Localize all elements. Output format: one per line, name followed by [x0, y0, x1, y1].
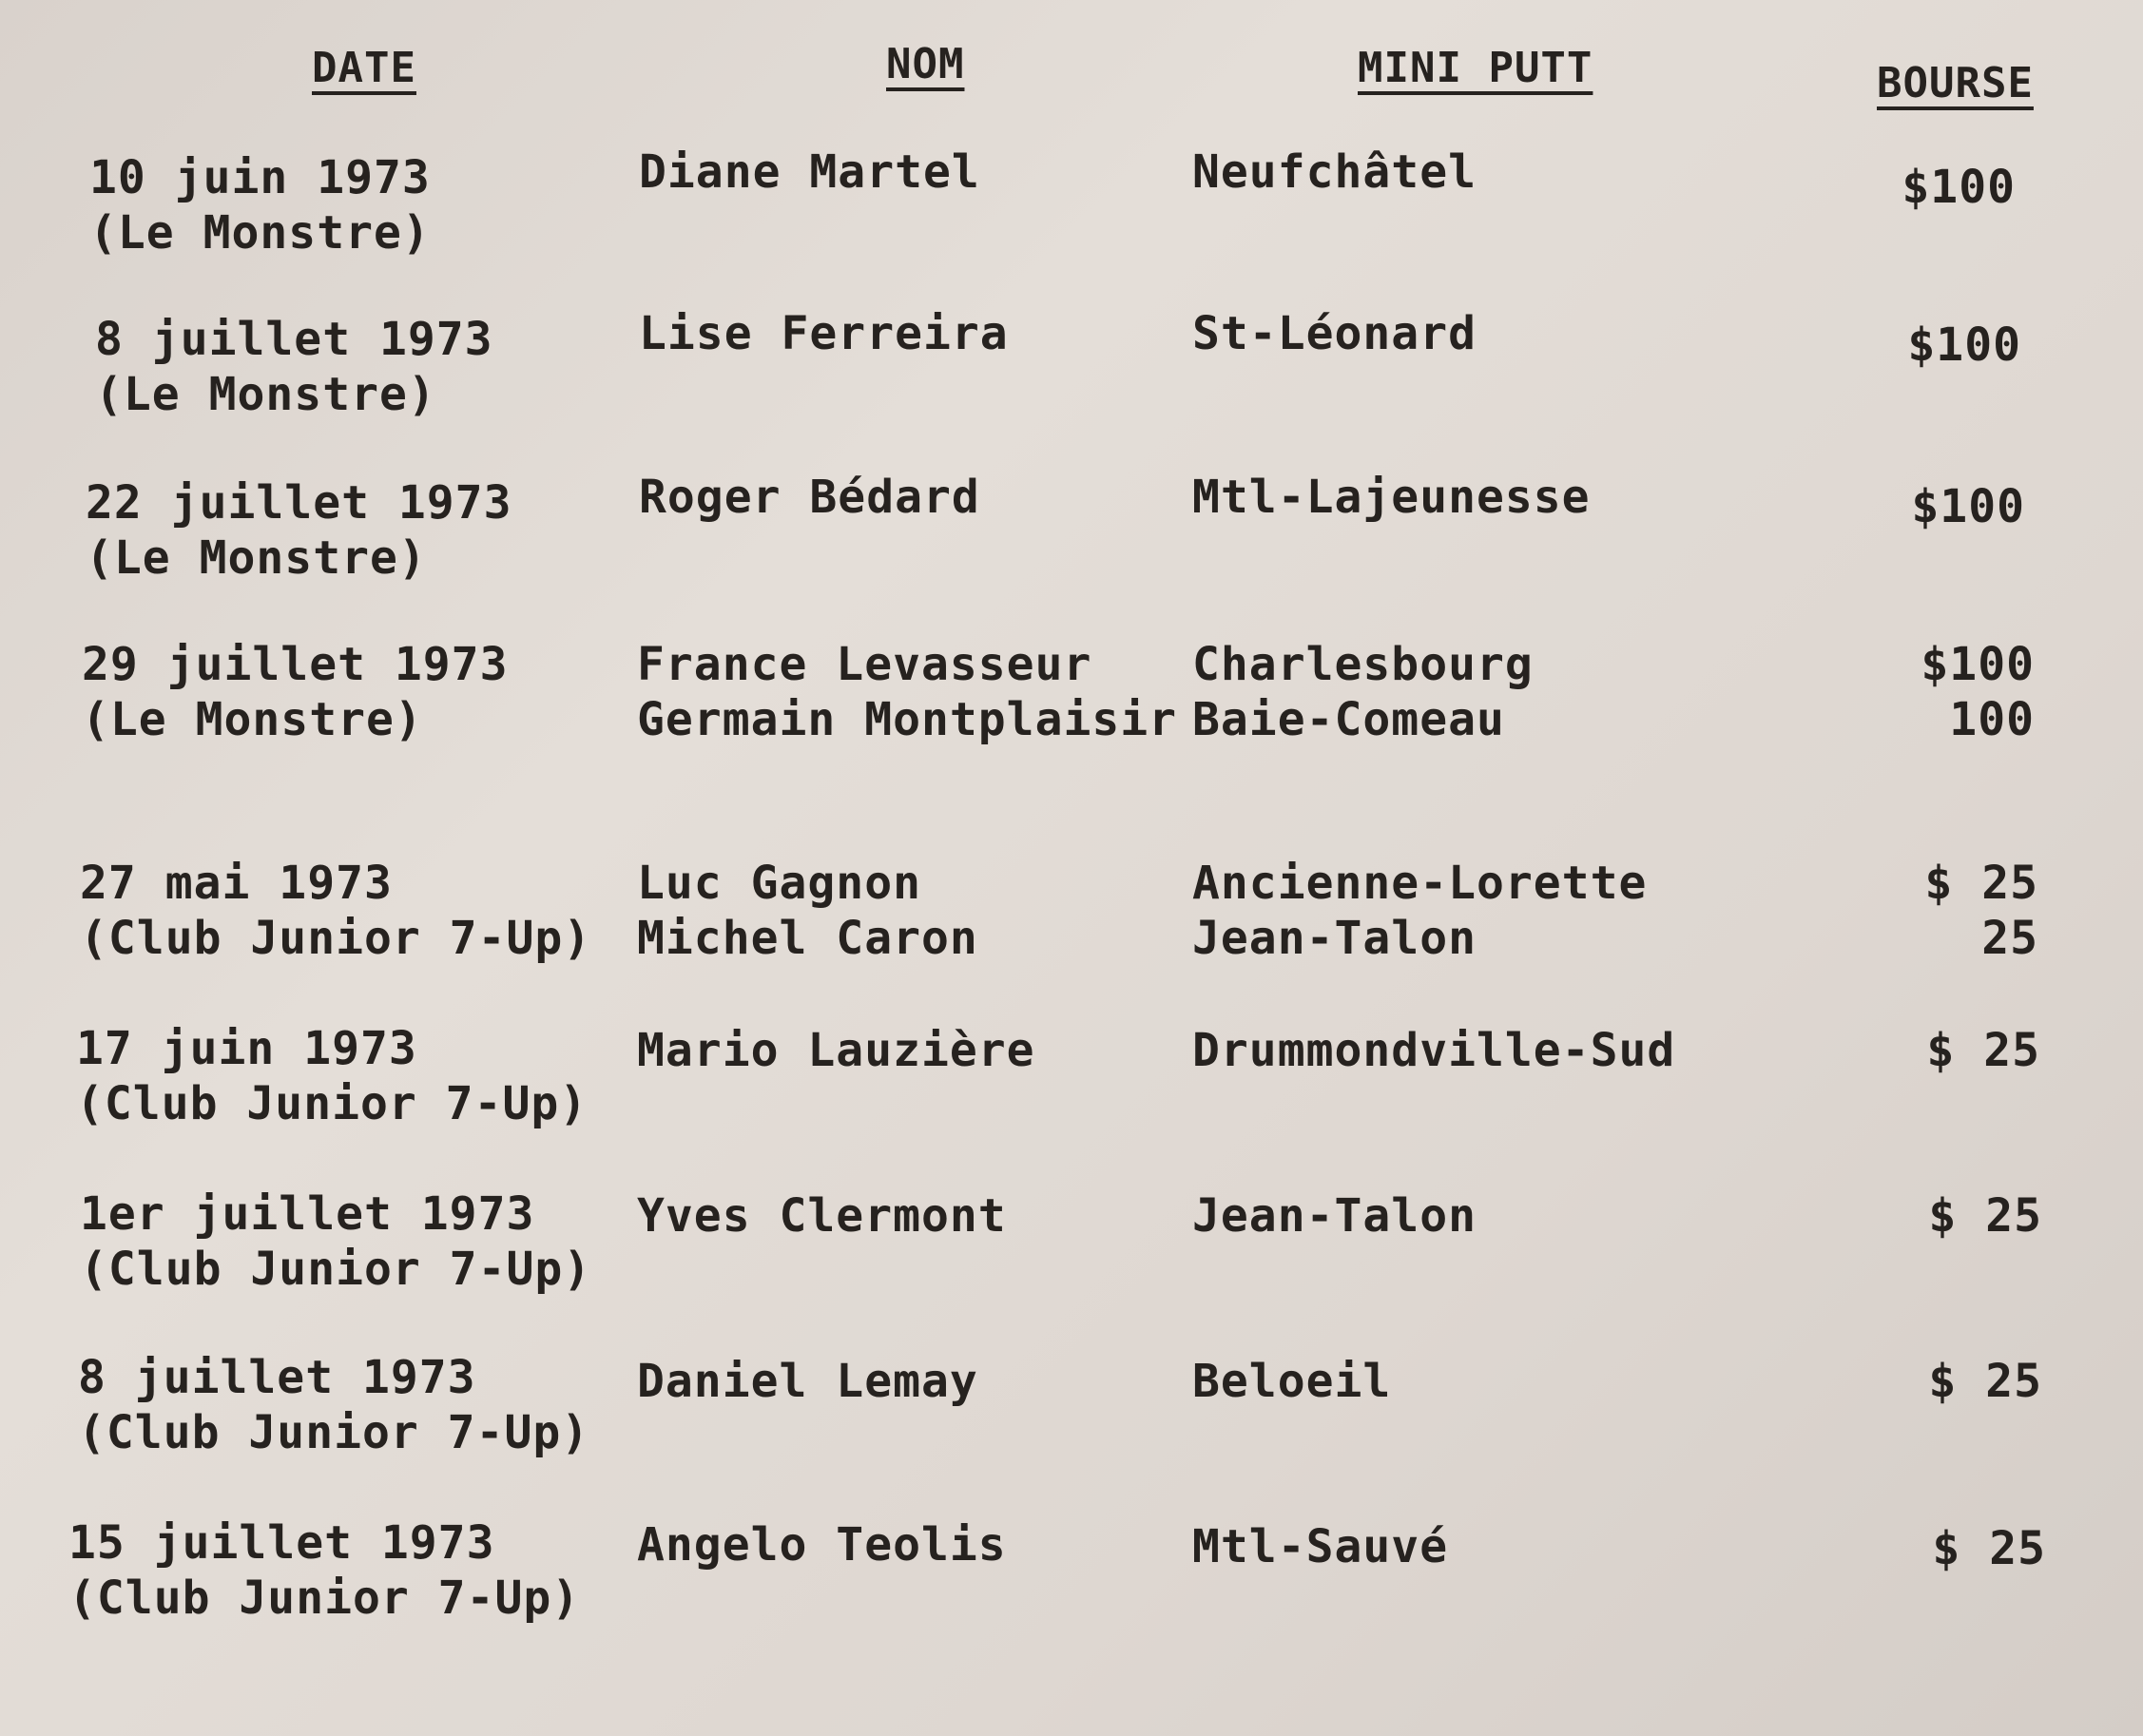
row-place: Jean-Talon: [1192, 1189, 1477, 1243]
table-row-name: [637, 1023, 1035, 1078]
row-date: 8 juillet 1973: [78, 1351, 476, 1404]
row-place: Neufchâtel: [1192, 145, 1477, 199]
row-event: (Le Monstre): [89, 206, 431, 260]
row-place: Baie-Comeau: [1192, 693, 1505, 746]
table-row-place: [1192, 1188, 1477, 1244]
row-amount: $100: [1921, 638, 2035, 691]
header-nom: NOM: [886, 40, 965, 88]
header-bourse: BOURSE: [1877, 59, 2034, 107]
table-row-amount: [1825, 637, 2035, 747]
row-place: St-Léonard: [1192, 307, 1477, 360]
row-amount: $100: [1911, 480, 2025, 533]
table-row-name: [637, 637, 1177, 747]
row-date: 15 juillet 1973: [68, 1516, 495, 1570]
row-name: Yves Clermont: [637, 1189, 1007, 1243]
row-place: Beloeil: [1192, 1355, 1392, 1408]
row-name: France Levasseur: [637, 638, 1092, 691]
row-event: (Club Junior 7-Up): [76, 1077, 589, 1130]
table-row-date: [80, 1186, 591, 1297]
table-row-place: [1192, 306, 1477, 361]
table-row-date: [86, 475, 512, 586]
table-row-amount: [1816, 479, 2025, 534]
row-name: Angelo Teolis: [637, 1518, 1007, 1572]
table-row-place: [1192, 637, 1534, 747]
table-row-date: [80, 856, 591, 966]
row-name: Daniel Lemay: [637, 1355, 978, 1408]
table-row-amount: [1812, 318, 2021, 373]
table-row-name: [637, 1517, 1007, 1572]
table-row-name: [639, 470, 980, 525]
table-row-date: [82, 637, 508, 747]
table-row-place: [1192, 856, 1647, 966]
row-date: 8 juillet 1973: [95, 313, 493, 366]
table-row-place: [1192, 1354, 1391, 1409]
row-event: (Club Junior 7-Up): [80, 1243, 592, 1296]
row-event: (Club Junior 7-Up): [78, 1406, 590, 1459]
table-row-name: [639, 306, 1009, 361]
row-amount: $ 25: [1928, 1189, 2042, 1243]
table-row-place: [1192, 1519, 1448, 1574]
row-place: Mtl-Lajeunesse: [1192, 471, 1591, 524]
row-place: Drummondville-Sud: [1192, 1024, 1676, 1077]
table-row-name: [637, 1188, 1007, 1244]
header-mini-putt: MINI PUTT: [1358, 44, 1593, 92]
table-row-amount: [1837, 1521, 2046, 1576]
table-row-date: [68, 1515, 580, 1626]
row-name: Lise Ferreira: [639, 307, 1009, 360]
table-row-date: [78, 1350, 589, 1460]
row-event: (Le Monstre): [95, 368, 436, 421]
row-amount: 25: [1981, 912, 2038, 965]
table-row-place: [1192, 1023, 1675, 1078]
row-place: Mtl-Sauvé: [1192, 1520, 1449, 1573]
table-row-place: [1192, 470, 1591, 525]
row-amount: $100: [1902, 161, 2016, 214]
row-event: (Le Monstre): [86, 531, 427, 585]
table-row-place: [1192, 145, 1477, 200]
table-row-amount: [1833, 1354, 2042, 1409]
row-name: Diane Martel: [639, 145, 980, 199]
row-name: Luc Gagnon: [637, 857, 921, 910]
table-row-amount: [1831, 1023, 2040, 1078]
table-row-date: [95, 312, 493, 422]
table-row-amount: [1806, 160, 2016, 215]
row-event: (Le Monstre): [82, 693, 423, 746]
row-name: Roger Bédard: [639, 471, 980, 524]
row-date: 10 juin 1973: [89, 151, 431, 204]
row-date: 22 juillet 1973: [86, 476, 512, 530]
row-amount: 100: [1949, 693, 2035, 746]
row-name: Germain Montplaisir: [637, 693, 1178, 746]
table-row-name: [637, 856, 978, 966]
row-name: Michel Caron: [637, 912, 978, 965]
table-row-date: [89, 150, 431, 260]
row-date: 1er juillet 1973: [80, 1187, 535, 1241]
table-row-name: [637, 1354, 978, 1409]
row-date: 17 juin 1973: [76, 1022, 417, 1075]
row-event: (Club Junior 7-Up): [68, 1572, 581, 1625]
table-row-amount: [1829, 856, 2038, 966]
table-row-name: [639, 145, 980, 200]
row-place: Jean-Talon: [1192, 912, 1477, 965]
table-row-date: [76, 1021, 588, 1131]
row-amount: $ 25: [1926, 1024, 2040, 1077]
header-date: DATE: [312, 44, 416, 92]
row-amount: $ 25: [1932, 1522, 2046, 1575]
row-event: (Club Junior 7-Up): [80, 912, 592, 965]
table-row-amount: [1833, 1188, 2042, 1244]
row-amount: $ 25: [1924, 857, 2038, 910]
row-place: Charlesbourg: [1192, 638, 1534, 691]
row-amount: $ 25: [1928, 1355, 2042, 1408]
row-place: Ancienne-Lorette: [1192, 857, 1648, 910]
row-date: 29 juillet 1973: [82, 638, 509, 691]
row-date: 27 mai 1973: [80, 857, 393, 910]
row-name: Mario Lauzière: [637, 1024, 1035, 1077]
row-amount: $100: [1907, 318, 2021, 372]
